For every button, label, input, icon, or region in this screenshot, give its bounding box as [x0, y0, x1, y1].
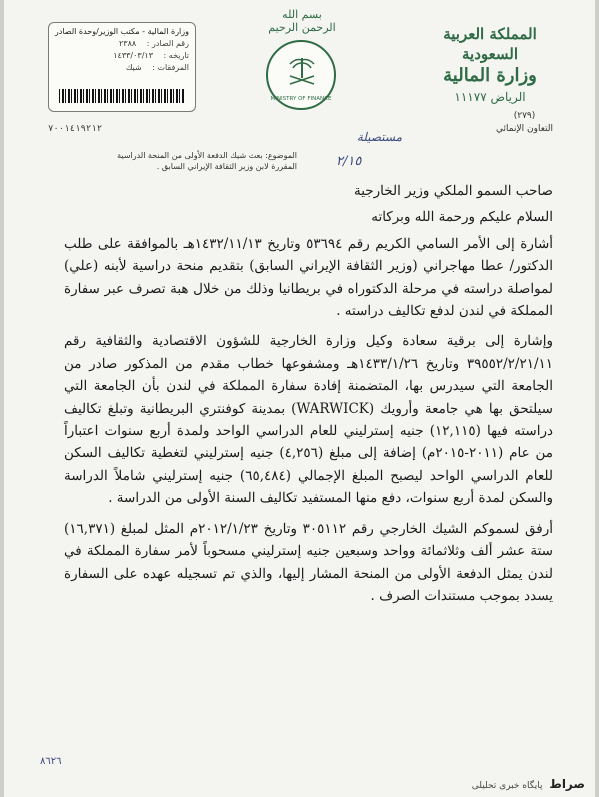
outgoing-stamp [48, 22, 196, 112]
paragraph-1: أشارة إلى الأمر السامي الكريم رقم ٥٣٦٩٤ وتاريخ ١٤٣٢/١١/١٣هـ بالموافقة على طلب الدكتور/ عطا مهاجراني (وزير الثقافة الإيراني السابق) بتقديم منحة دراسية لأبنه (علي) لمواصلة دراسته في مرحلة الدكتوراه في بريطانيا وذلك من خلال هبة تصرف عبر سفارة المملكة في لندن لدفع تكاليف دراسته . [64, 235, 554, 320]
department-box [496, 110, 553, 136]
signature: ٨٦٢٦ [40, 756, 62, 767]
watermark-brand: صراط [549, 777, 585, 791]
salutation-addressee: صاحب السمو الملكي وزير الخارجية [354, 183, 553, 199]
city-postcode: الرياض ١١١٧٧ [454, 90, 526, 104]
stamp-office: وزارة المالية - مكتب الوزير/وحدة الصادر [54, 27, 189, 36]
kingdom-name: المملكة العربية السعودية [443, 25, 537, 63]
paragraph-2: وإشارة إلى برقية سعادة وكيل وزارة الخارجية للشؤون الاقتصادية والثقافية رقم ٣٩٥٥٢/٢/٢١/١١ وتاريخ ١٤٣٣/١/٢٦هـ ومشفوعها خطاب مقدم من المذكور صادر من الجامعة التي سيدرس بها، المتضمنة إفادة سفارة المملكة في لندن بأن الجامعة التي سيلتحق بها هي جامعة وأرويك (WARWICK) بمدينة كوفنتري البريطانية وتبلغ تكاليف دراسته فيها (١٢,١١٥) جنيه إسترليني للعام الدراسي الواحد ولمدة أربع سنوات اعتباراً من عام (٢٠١١-٢٠١٥م) إضافة إلى مبلغ (٤,٢٥٦) جنيه إسترليني لتغطية تكاليف السكن للعام الدراسي الواحد ليصبح المبلغ الإجمالي (٦٥,٤٨٤) جنيه إسترليني شاملاً الدراسة والسكن لمدة أربع سنوات، دفع منها المستفيد تكاليف السنة الأولى من الدراسة . [64, 333, 554, 507]
paragraph-3: أرفق لسموكم الشيك الخارجي رقم ٣٠٥١١٢ وتاريخ ٢٠١٢/١/٢٣م المثل لمبلغ (١٦,٣٧١) ستة عشر ألف وثلاثمائة وواحد وسبعين جنيه إسترليني مسحوباً لأمر سفارة المملكة في لندن يمثل الدفعة الأولى من المنحة المشار إليها، والذي تم تسجيله عهده على السفارة يسدد بموجب مستندات الصرف . [64, 520, 553, 604]
subject-line [47, 150, 297, 172]
ministry-emblem [266, 40, 336, 110]
watermark-text: پایگاه خبری تحلیلی [471, 781, 543, 791]
ministry-name: وزارة المالية [443, 65, 537, 86]
site-watermark [472, 777, 585, 791]
salutation-greeting: السلام عليكم ورحمة الله وبركاته [371, 209, 553, 226]
subject-line-2: المقررة لابن وزير الثقافة الإيراني السابق . [156, 162, 297, 171]
letter-body [64, 180, 553, 607]
emblem-caption: MINISTRY OF FINANCE [270, 96, 332, 102]
reference-number: ٧٠٠١٤١٩٢١٢ [48, 124, 103, 134]
barcode [59, 89, 185, 103]
stamp-date: تاريخه : ١٤٣٣/٠٣/١٣ [113, 51, 189, 60]
ministry-letterhead [415, 24, 565, 106]
handwritten-note-1: مستصيلة [356, 130, 402, 144]
basmala-calligraphy: بسم الله الرحمن الرحيم [268, 8, 336, 34]
department-name: التعاون الإنمائي [496, 124, 553, 134]
handwritten-annotation [322, 130, 402, 180]
palm-swords-icon [284, 54, 320, 90]
subject-line-1: الموضوع: بعث شيك الدفعة الأولى من المنحة الدراسية [117, 151, 297, 160]
stamp-attachments: المرفقات : شيك [125, 63, 189, 72]
handwritten-note-2: ٢/١٥ [336, 154, 362, 169]
stamp-number: رقم الصادر : ٢٣٨٨ [119, 39, 189, 48]
box-number: (٢٧٩) [513, 111, 536, 121]
